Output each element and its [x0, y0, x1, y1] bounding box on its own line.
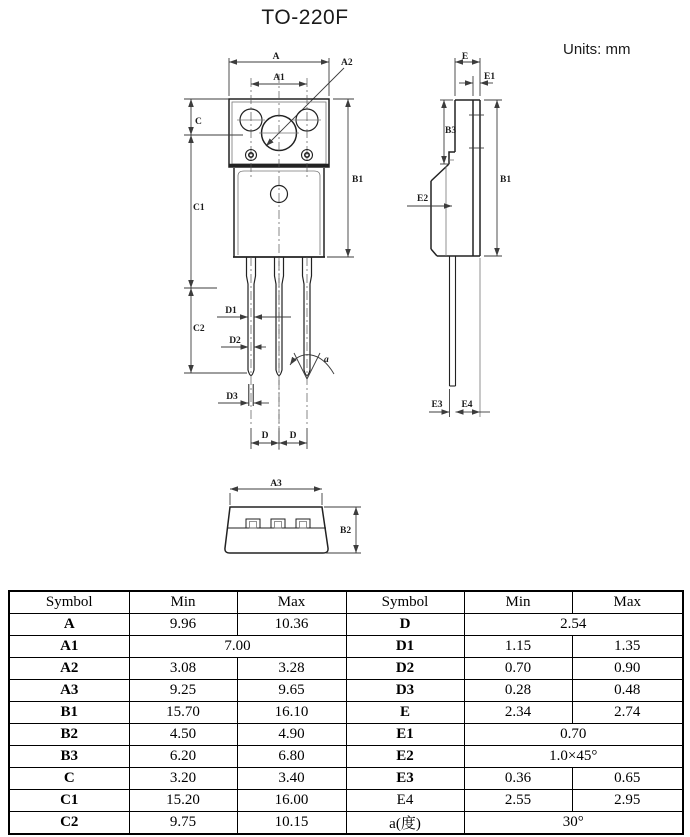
dim-label-a3: A3	[270, 479, 282, 489]
merged-value-cell: 30°	[464, 812, 683, 835]
symbol-cell: C1	[9, 790, 129, 812]
dim-label-d1: D1	[225, 306, 237, 316]
merged-value-cell: 2.54	[464, 614, 683, 636]
bottom-view	[225, 479, 361, 553]
min-cell: 15.20	[129, 790, 237, 812]
table-header-row	[9, 591, 683, 614]
header-min-right: Min	[464, 591, 572, 614]
min-cell: 15.70	[129, 702, 237, 724]
side-profile	[431, 100, 484, 256]
bottom-lead-slots	[246, 519, 310, 528]
min-cell: 2.55	[464, 790, 572, 812]
min-cell: 2.34	[464, 702, 572, 724]
min-cell: 9.96	[129, 614, 237, 636]
max-cell: 10.15	[237, 812, 346, 835]
symbol-cell: A3	[9, 680, 129, 702]
symbol-cell: D3	[346, 680, 464, 702]
dim-label-b1-side: B1	[500, 175, 512, 185]
max-cell: 0.90	[572, 658, 683, 680]
dim-label-e: E	[461, 52, 469, 62]
max-cell: 6.80	[237, 746, 346, 768]
min-cell: 4.50	[129, 724, 237, 746]
max-cell: 10.36	[237, 614, 346, 636]
dim-label-d3: D3	[226, 392, 238, 402]
header-symbol-right: Symbol	[346, 591, 464, 614]
max-cell: 2.74	[572, 702, 683, 724]
dim-label-e3: E3	[431, 400, 443, 410]
bottom-outline	[225, 507, 328, 553]
dimensions-table	[8, 590, 684, 835]
dim-label-a: A	[272, 52, 280, 62]
header-symbol-left: Symbol	[9, 591, 129, 614]
dim-label-e2: E2	[417, 194, 429, 204]
min-cell: 3.20	[129, 768, 237, 790]
min-cell: 6.20	[129, 746, 237, 768]
symbol-cell: E	[346, 702, 464, 724]
max-cell: 0.65	[572, 768, 683, 790]
table-row	[9, 636, 683, 658]
max-cell: 9.65	[237, 680, 346, 702]
max-cell: 16.00	[237, 790, 346, 812]
merged-value-cell: 1.0×45°	[464, 746, 683, 768]
table-row	[9, 790, 683, 812]
dim-label-a2: A2	[341, 58, 353, 68]
table-row	[9, 658, 683, 680]
min-cell: 3.08	[129, 658, 237, 680]
symbol-cell: D	[346, 614, 464, 636]
dim-label-c: C	[195, 117, 202, 127]
symbol-cell: B3	[9, 746, 129, 768]
table-row	[9, 680, 683, 702]
dim-label-c2: C2	[193, 324, 205, 334]
symbol-cell: D1	[346, 636, 464, 658]
max-cell: 0.48	[572, 680, 683, 702]
symbol-cell: a(度)	[346, 812, 464, 835]
symbol-cell: A2	[9, 658, 129, 680]
symbol-cell: C	[9, 768, 129, 790]
side-lead	[450, 256, 456, 386]
header-min-left: Min	[129, 591, 237, 614]
max-cell: 3.28	[237, 658, 346, 680]
max-cell: 3.40	[237, 768, 346, 790]
table-row	[9, 702, 683, 724]
lead-1	[247, 257, 256, 424]
dim-label-e1: E1	[484, 72, 496, 82]
table-row	[9, 768, 683, 790]
min-cell: 1.15	[464, 636, 572, 658]
dim-label-e4: E4	[461, 400, 473, 410]
dim-label-b1-front: B1	[352, 175, 364, 185]
side-view	[407, 52, 511, 417]
dim-label-d2: D2	[229, 336, 241, 346]
symbol-cell: E4	[346, 790, 464, 812]
header-max-right: Max	[572, 591, 683, 614]
max-cell: 1.35	[572, 636, 683, 658]
package-title: TO-220F	[261, 6, 349, 29]
max-cell: 16.10	[237, 702, 346, 724]
symbol-cell: A1	[9, 636, 129, 658]
dim-label-a1: A1	[273, 73, 285, 83]
max-cell: 4.90	[237, 724, 346, 746]
dim-label-d-right: D	[289, 431, 297, 441]
symbol-cell: E2	[346, 746, 464, 768]
symbol-cell: B2	[9, 724, 129, 746]
merged-value-cell: 7.00	[129, 636, 346, 658]
symbol-cell: E1	[346, 724, 464, 746]
front-view	[184, 52, 363, 450]
table-row	[9, 724, 683, 746]
dim-label-b3: B3	[445, 126, 457, 136]
symbol-cell: B1	[9, 702, 129, 724]
dim-label-b2: B2	[340, 526, 352, 536]
symbol-cell: A	[9, 614, 129, 636]
symbol-cell: C2	[9, 812, 129, 835]
min-cell: 0.28	[464, 680, 572, 702]
lead-angle	[290, 353, 334, 379]
min-cell: 9.75	[129, 812, 237, 835]
lead-3	[303, 257, 312, 424]
merged-value-cell: 0.70	[464, 724, 683, 746]
dim-label-d-left: D	[261, 431, 269, 441]
table-row	[9, 614, 683, 636]
header-max-left: Max	[237, 591, 346, 614]
dim-label-alpha: a	[324, 355, 329, 365]
units-label: Units: mm	[563, 41, 631, 58]
min-cell: 0.70	[464, 658, 572, 680]
lead-2	[275, 257, 284, 424]
min-cell: 9.25	[129, 680, 237, 702]
table-row	[9, 812, 683, 835]
table-row	[9, 746, 683, 768]
symbol-cell: E3	[346, 768, 464, 790]
dim-label-c1: C1	[193, 203, 205, 213]
min-cell: 0.36	[464, 768, 572, 790]
max-cell: 2.95	[572, 790, 683, 812]
symbol-cell: D2	[346, 658, 464, 680]
